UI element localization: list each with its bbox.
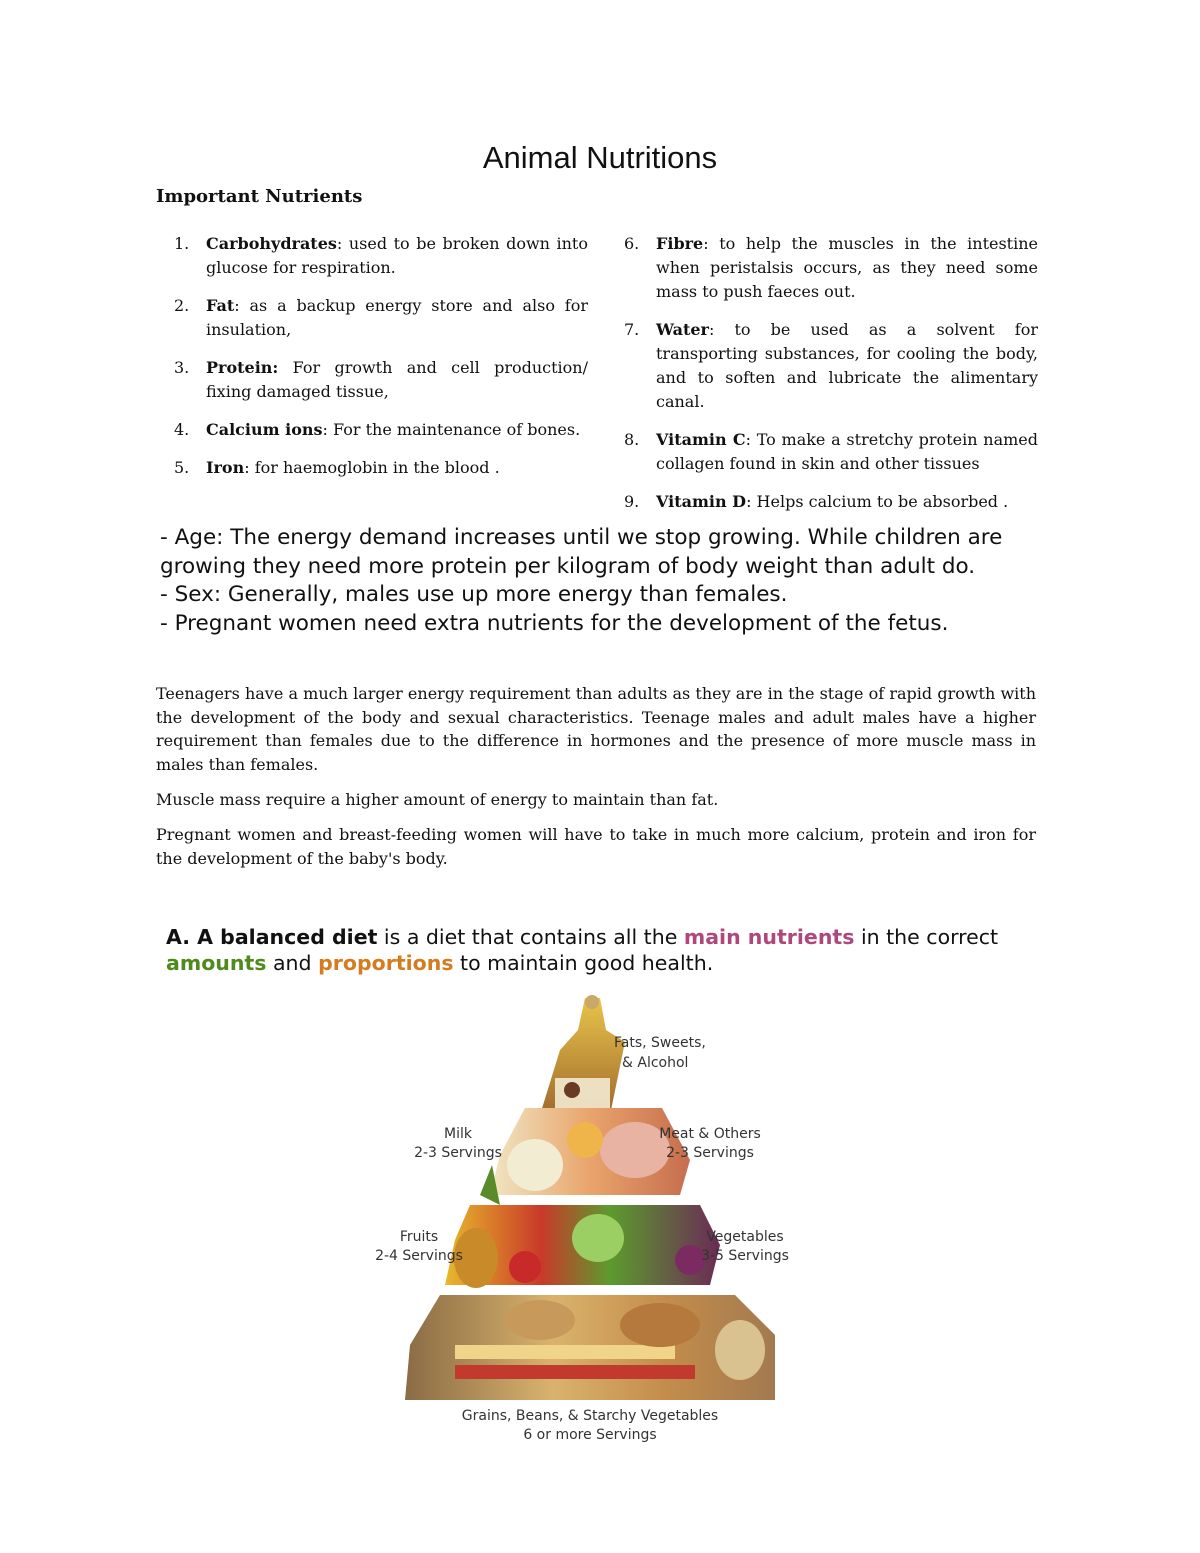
- factor-sex: - Sex: Generally, males use up more energy than females.: [160, 582, 788, 607]
- factor-pregnancy: - Pregnant women need extra nutrients for the development of the fetus.: [160, 610, 949, 636]
- label-vegetables-line1: Vegetables: [706, 1229, 784, 1245]
- nutrient-term: Iron: [206, 458, 245, 477]
- factor-age: - Age: The energy demand increases until we stop growing. While children are growing they need more protein per kilogram of body weight than adult do.: [160, 525, 1003, 579]
- nutrient-term: Fibre: [656, 234, 704, 253]
- nutrient-term: Vitamin C: [656, 430, 746, 449]
- nutrient-list-left: [174, 232, 588, 494]
- list-item: 1. Carbohydrates: used to be broken down into glucose for respiration.: [174, 234, 588, 277]
- list-item: 4. Calcium ions: For the maintenance of bones.: [174, 420, 581, 439]
- label-fats-line1: Fats, Sweets,: [614, 1035, 706, 1051]
- label-meat-line1: Meat & Others: [659, 1126, 761, 1142]
- list-item: 9. Vitamin D: Helps calcium to be absorbed .: [624, 492, 1009, 511]
- label-grains-line1: Grains, Beans, & Starchy Vegetables: [461, 1408, 719, 1424]
- label-vegetables-line2: 3-5 Servings: [701, 1248, 789, 1264]
- energy-factors: [160, 524, 1050, 638]
- list-item: 6. Fibre: to help the muscles in the intestine when peristalsis occurs, as they need some mass to push faeces out.: [624, 234, 1038, 301]
- list-item: 3. Protein: For growth and cell production/ fixing damaged tissue,: [174, 358, 588, 401]
- nutrient-term: Calcium ions: [206, 420, 323, 439]
- food-pyramid-image: [0, 990, 1200, 1470]
- list-item: 8. Vitamin C: To make a stretchy protein named collagen found in skin and other tissues: [624, 430, 1038, 473]
- section-heading: Important Nutrients: [156, 186, 363, 207]
- paragraph-teenagers: Teenagers have a much larger energy requirement than adults as they are in the stage of rapid growth with the development of the body and sexual characteristics. Teenage males and adult males have a higher requirement than females due to the difference in hormones and the presence of more muscle mass in males than females.: [156, 684, 1036, 774]
- label-fruits-line1: Fruits: [399, 1229, 439, 1245]
- nutrient-term: Fat: [206, 296, 235, 315]
- label-fruits-line2: 2-4 Servings: [375, 1248, 463, 1264]
- paragraph-pregnant: Pregnant women and breast-feeding women will have to take in much more calcium, protein and iron for the development of the baby's body.: [156, 825, 1036, 868]
- pyramid-tier-milk-meat: [490, 1108, 690, 1195]
- nutrient-term: Water: [656, 320, 709, 339]
- list-item: 2. Fat: as a backup energy store and also for insulation,: [174, 296, 588, 339]
- label-milk-line2: 2-3 Servings: [414, 1145, 502, 1161]
- nutrient-term: Protein:: [206, 358, 279, 377]
- label-grains-line2: 6 or more Servings: [523, 1427, 657, 1443]
- label-meat-line2: 2-3 Servings: [666, 1145, 754, 1161]
- balanced-diet-definition: A. A balanced diet is a diet that contains all the main nutrients in the correct amounts and proportions to maintain good health.: [166, 925, 999, 975]
- pyramid-tier-fats: [540, 995, 625, 1115]
- list-item: 7. Water: to be used as a solvent for transporting substances, for cooling the body, and to soften and lubricate the alimentary canal.: [624, 320, 1038, 411]
- label-milk-line1: Milk: [444, 1126, 472, 1142]
- page-title: Animal Nutritions: [482, 140, 718, 175]
- nutrient-term: Vitamin D: [656, 492, 747, 511]
- pyramid-tier-grains: [405, 1295, 775, 1400]
- nutrient-list-right: [624, 232, 1038, 528]
- label-fats-line2: & Alcohol: [622, 1055, 689, 1071]
- paragraph-muscle: Muscle mass require a higher amount of energy to maintain than fat.: [156, 790, 719, 809]
- nutrient-term: Carbohydrates: [206, 234, 337, 253]
- list-item: 5. Iron: for haemoglobin in the blood .: [174, 458, 500, 477]
